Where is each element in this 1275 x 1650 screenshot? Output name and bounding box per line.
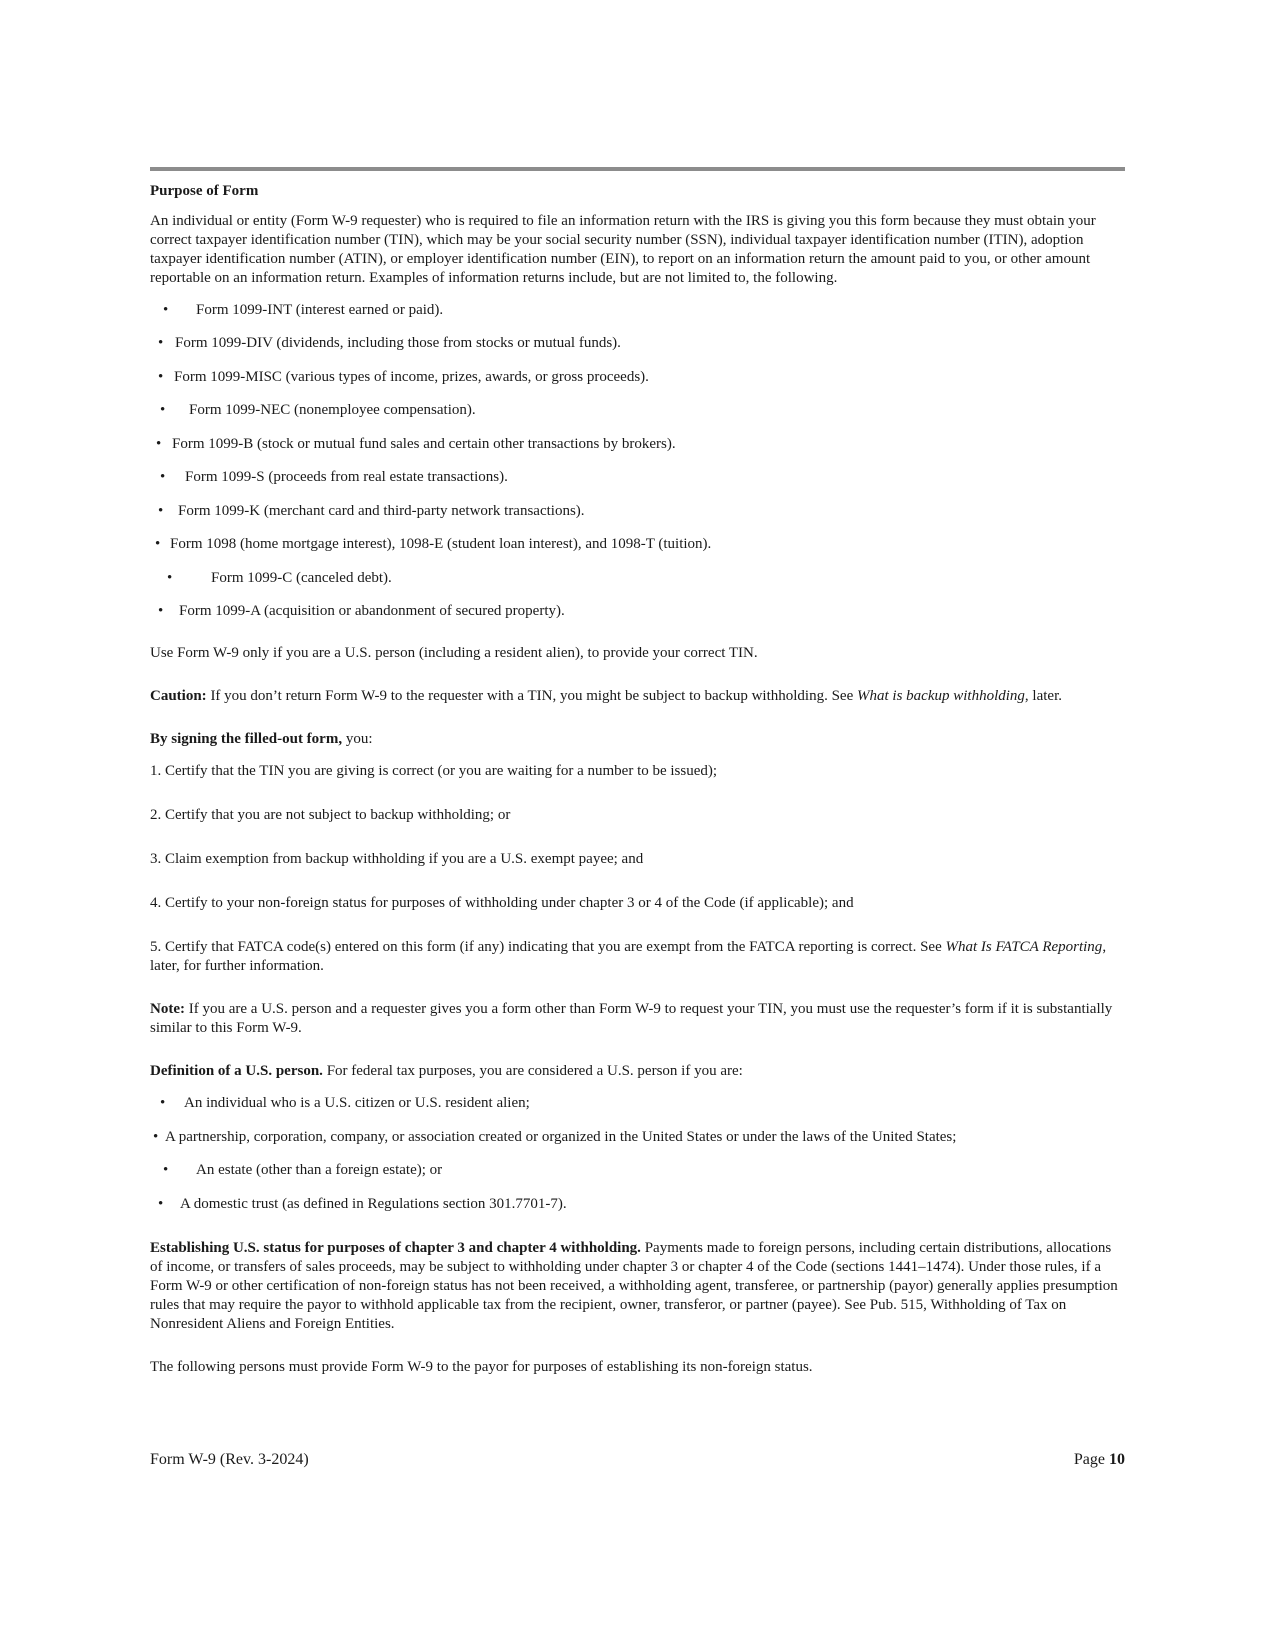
bullet: • bbox=[158, 335, 164, 351]
info-returns-list bbox=[150, 301, 1125, 631]
list-item: • Form 1099-INT (interest earned or paid). bbox=[163, 302, 444, 318]
list-item: • An individual who is a U.S. citizen or U.S. resident alien; bbox=[160, 1095, 530, 1111]
list-item: 4. Certify to your non-foreign status for purposes of withholding under chapter 3 or 4 of the Code (if applicable); and bbox=[150, 895, 854, 911]
bullet: • bbox=[160, 469, 166, 485]
use-only-paragraph: Use Form W-9 only if you are a U.S. person (including a resident alien), to provide your correct TIN. bbox=[150, 645, 758, 661]
bullet: • bbox=[167, 569, 173, 586]
bullet: • bbox=[158, 1195, 164, 1212]
caution-label: Caution: bbox=[150, 688, 207, 704]
fatca-reference: What Is FATCA Reporting bbox=[945, 939, 1103, 955]
bullet: • bbox=[160, 402, 166, 418]
form-revision: Form W-9 (Rev. 3-2024) bbox=[150, 1451, 309, 1468]
list-item: • Form 1099-K (merchant card and third-party network transactions). bbox=[158, 502, 585, 519]
section-title: Purpose of Form bbox=[150, 183, 259, 199]
list-item: • Form 1099-A (acquisition or abandonment of secured property). bbox=[158, 603, 565, 619]
certifications-list bbox=[150, 762, 1125, 976]
list-item: • A partnership, corporation, company, or association created or organized in the United States or under the laws of the United States; bbox=[153, 1128, 957, 1145]
list-item: • Form 1099-DIV (dividends, including those from stocks or mutual funds). bbox=[158, 335, 621, 351]
list-item: 1. Certify that the TIN you are giving is correct (or you are waiting for a number to be issued); bbox=[150, 763, 718, 779]
document-page bbox=[150, 167, 1125, 1390]
list-item: • A domestic trust (as defined in Regulations section 301.7701-7). bbox=[158, 1195, 567, 1212]
definition-label: Definition of a U.S. person. bbox=[150, 1063, 323, 1079]
caution-paragraph: Caution: If you don’t return Form W-9 to the requester with a TIN, you might be subject to backup withholding. See What is backup withholding, later. bbox=[150, 688, 1062, 704]
page-number-label: Page 10 bbox=[1073, 1451, 1125, 1468]
bullet: • bbox=[158, 603, 164, 619]
list-item: • Form 1099-B (stock or mutual fund sales and certain other transactions by brokers). bbox=[156, 435, 676, 452]
definition-paragraph: Definition of a U.S. person. For federal tax purposes, you are considered a U.S. person if you are: bbox=[150, 1063, 743, 1079]
establishing-label: Establishing U.S. status for purposes of chapter 3 and chapter 4 withholding. bbox=[150, 1239, 641, 1256]
establishing-paragraph: Establishing U.S. status for purposes of chapter 3 and chapter 4 withholding. Payments made to foreign persons, including certain distributions, allocations of income, or transfers of sales proceeds, may be subject to withholding under chapter 3 or chapter 4 of the Code (sections 1441–1474). Under those rules, if a Form W-9 or other certification of non-foreign status has not been received, a withholding agent, transferee, or partnership (payor) generally applies presumption rules that may require the payor to withhold applicable tax from the recipient, owner, transferor, or partner (payee). See Pub. 515, Withholding of Tax on Nonresident Aliens and Foreign Entities. bbox=[150, 1239, 1118, 1332]
list-item: 5. Certify that FATCA code(s) entered on this form (if any) indicating that you are exempt from the FATCA reporting is correct. See What Is FATCA Reporting, later, for further information. bbox=[150, 939, 1107, 974]
list-item: 3. Claim exemption from backup withholding if you are a U.S. exempt payee; and bbox=[150, 851, 644, 867]
following-paragraph: The following persons must provide Form W-9 to the payor for purposes of establishing its non-foreign status. bbox=[150, 1358, 813, 1375]
bullet: • bbox=[153, 1128, 159, 1145]
page-number: 10 bbox=[1109, 1451, 1125, 1468]
list-item: • Form 1099-MISC (various types of income, prizes, awards, or gross proceeds). bbox=[158, 368, 649, 385]
bullet: • bbox=[163, 302, 169, 318]
list-item: • Form 1099-S (proceeds from real estate transactions). bbox=[160, 469, 508, 485]
list-item: • An estate (other than a foreign estate); or bbox=[163, 1162, 443, 1178]
list-item: • Form 1098 (home mortgage interest), 1098-E (student loan interest), and 1098-T (tuition). bbox=[155, 536, 712, 552]
page-footer bbox=[150, 1451, 1125, 1469]
list-item: 2. Certify that you are not subject to backup withholding; or bbox=[150, 807, 511, 823]
bullet: • bbox=[156, 435, 162, 452]
signing-label: By signing the filled-out form, bbox=[150, 731, 343, 747]
list-item: • Form 1099-NEC (nonemployee compensation). bbox=[160, 402, 476, 418]
bullet: • bbox=[158, 502, 164, 519]
signing-paragraph: By signing the filled-out form, you: bbox=[150, 731, 373, 747]
top-rule bbox=[150, 167, 1125, 171]
us-persons-list bbox=[150, 1094, 1125, 1226]
intro-paragraph: An individual or entity (Form W-9 requester) who is required to file an information return with the IRS is giving you this form because they must obtain your correct taxpayer identification number (TIN), which may be your social security number (SSN), individual taxpayer identification number (ITIN), adoption taxpayer identification number (ATIN), or employer identification number (EIN), to report on an information return the amount paid to you, or other amount reportable on an information return. Examples of information returns include, but are not limited to, the following. bbox=[150, 213, 1096, 286]
note-paragraph: Note: If you are a U.S. person and a requester gives you a form other than Form W-9 to request your TIN, you must use the requester’s form if it is substantially similar to this Form W-9. bbox=[150, 1001, 1113, 1036]
bullet: • bbox=[163, 1162, 169, 1178]
caution-reference: What is backup withholding bbox=[857, 688, 1025, 704]
bullet: • bbox=[155, 536, 161, 552]
bullet: • bbox=[160, 1095, 166, 1111]
list-item: • Form 1099-C (canceled debt). bbox=[167, 569, 392, 586]
bullet: • bbox=[158, 368, 164, 385]
note-label: Note: bbox=[150, 1001, 185, 1017]
